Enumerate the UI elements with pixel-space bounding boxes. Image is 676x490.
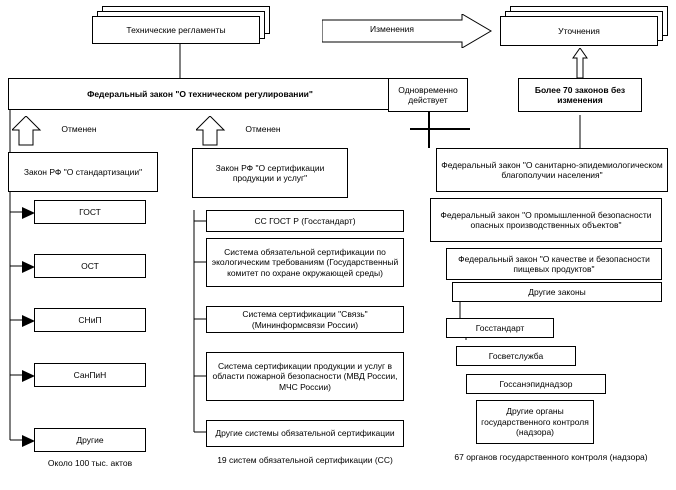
more70-label: Более 70 законов без изменения (534, 84, 626, 105)
right-body-3 (476, 400, 594, 444)
right-column-footer: 67 органов государственного контроля (надзора) (454, 452, 648, 462)
left-item-1 (34, 254, 146, 278)
izmeneniya-label: Изменения (369, 24, 415, 34)
middle-item-4-label: Другие системы обязательной сертификации (215, 428, 395, 439)
law-certification-box (192, 148, 348, 198)
cross-connector (428, 112, 430, 148)
main-law-label: Федеральный закон "О техническом регулировании" (87, 88, 313, 99)
middle-item-4 (206, 420, 404, 447)
left-item-4-label: Другие (76, 434, 104, 445)
left-arrow-1-icon (22, 260, 36, 278)
right-law-0-label: Федеральный закон "О санитарно-эпидемиологическом благополучии населения" (441, 159, 663, 180)
otmenen-right-label: Отменен (245, 124, 281, 134)
tech-reglamenty-stack (92, 6, 272, 48)
left-arrow-0-icon (22, 206, 36, 224)
middle-item-2-label: Система сертификации "Связь" (Мининформсвязи России) (242, 309, 368, 330)
middle-item-2 (206, 306, 404, 333)
left-arrow-3-icon (22, 369, 36, 387)
law-certification-label: Закон РФ "О сертификации продукции и услуг" (215, 162, 325, 183)
right-body-2 (466, 374, 606, 394)
right-body-1-label: Госветслужба (488, 350, 544, 361)
right-law-2-label: Федеральный закон "О качестве и безопасности пищевых продуктов" (458, 253, 650, 274)
right-law-2 (446, 248, 662, 280)
izmeneniya-arrow (322, 14, 492, 48)
middle-item-0-label: СС ГОСТ Р (Госстандарт) (254, 215, 356, 226)
middle-column-footer: 19 систем обязательной сертификации (СС) (217, 455, 393, 465)
otmenen-left-arrow (12, 116, 122, 146)
left-item-1-label: ОСТ (81, 260, 99, 271)
right-body-1 (456, 346, 576, 366)
cross-connector-horizontal (410, 128, 470, 130)
right-body-0 (446, 318, 554, 338)
utochneniya-stack (500, 6, 670, 50)
middle-item-0 (206, 210, 404, 232)
right-body-3-label: Другие органы государственного контроля (надзора) (481, 406, 589, 438)
more70-box (518, 78, 642, 112)
left-item-0-label: ГОСТ (79, 206, 101, 217)
law-standardization-label: Закон РФ "О стандартизации" (23, 166, 143, 177)
middle-item-1-label: Система обязательной сертификации по экологическим требованиям (Государственный комитет по охране окружающей среды) (211, 246, 399, 278)
left-arrow-2-icon (22, 314, 36, 332)
odnovremenno-box (388, 78, 468, 112)
right-law-0 (436, 148, 668, 192)
left-column-footer: Около 100 тыс. актов (47, 458, 133, 468)
right-law-3 (452, 282, 662, 302)
left-item-2 (34, 308, 146, 332)
right-law-1 (430, 198, 662, 242)
right-body-0-label: Госстандарт (475, 322, 525, 333)
left-item-2-label: СНиП (78, 314, 102, 325)
left-item-4 (34, 428, 146, 452)
right-law-1-label: Федеральный закон "О промышленной безопасности опасных производственных объектов" (440, 209, 652, 230)
middle-item-3-label: Система сертификации продукции и услуг в области пожарной безопасности (МВД России, МЧС России) (212, 360, 398, 392)
more70-up-arrow-icon (572, 48, 588, 78)
otmenen-right-arrow (196, 116, 306, 146)
left-item-3-label: СанПиН (73, 369, 107, 380)
utochneniya-label: Уточнения (558, 26, 600, 36)
middle-item-3 (206, 352, 404, 401)
law-standardization-box (8, 152, 158, 192)
right-law-3-label: Другие законы (528, 286, 586, 297)
left-item-3 (34, 363, 146, 387)
odnovremenno-label: Одновременно действует (398, 84, 458, 105)
middle-item-1 (206, 238, 404, 287)
left-arrow-4-icon (22, 434, 36, 452)
tech-reglamenty-label: Технические регламенты (126, 25, 226, 35)
main-law-box (8, 78, 392, 110)
left-item-0 (34, 200, 146, 224)
otmenen-left-label: Отменен (61, 124, 97, 134)
right-body-2-label: Госсанэпиднадзор (499, 378, 573, 389)
